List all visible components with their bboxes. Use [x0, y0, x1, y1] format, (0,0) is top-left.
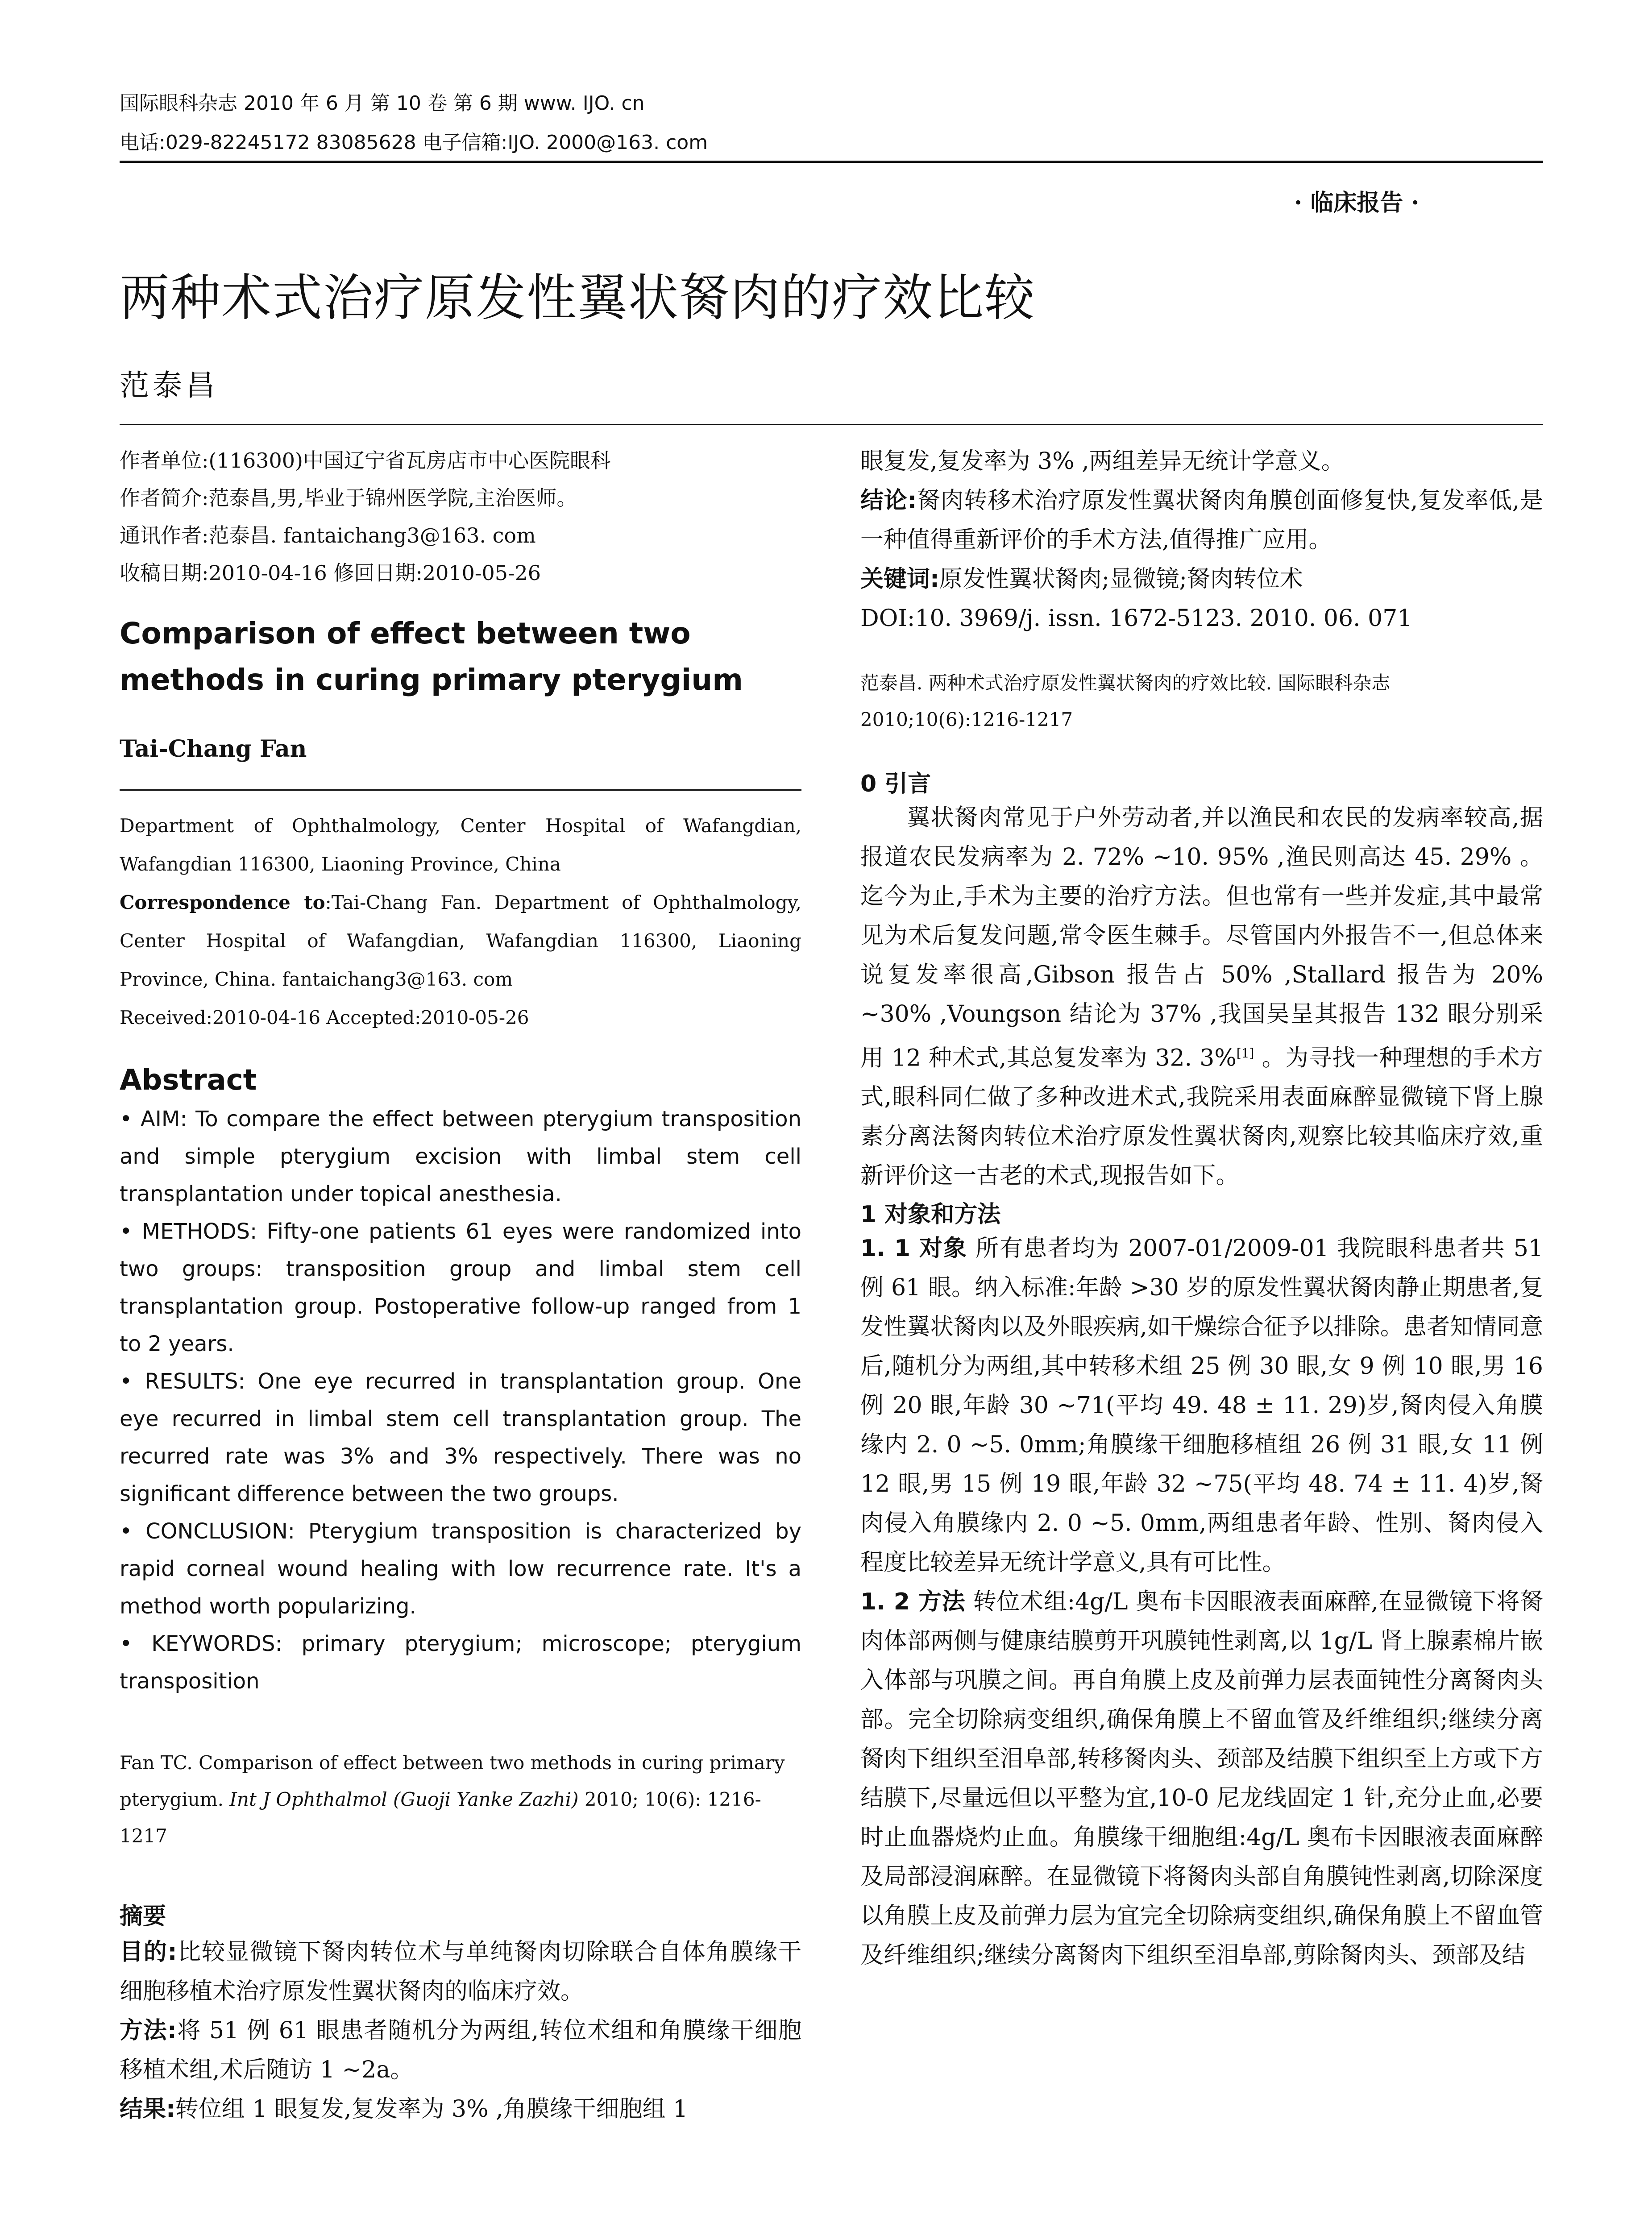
citation-volume: 2010; 10(6): 1216-1217: [120, 1788, 761, 1847]
cn-abstract-conclusion: [860, 481, 1543, 560]
keywords-text: 原发性翼状胬肉;显微镜;胬肉转位术: [939, 566, 1303, 593]
cn-abstract-heading: 摘要: [120, 1903, 166, 1930]
aim-label: 目的:: [120, 1939, 177, 1966]
methods-label: 方法:: [120, 2017, 177, 2044]
author-info: [120, 442, 801, 592]
subsection-1-2-text: 转位术组:4g/L 奥布卡因眼液表面麻醉,在显微镜下将胬肉体部两侧与健康结膜剪开巩膜钝性剥离,以 1g/L 肾上腺素棉片嵌入体部与巩膜之间。再自角膜上皮及前弹力层表面钝性分离胬肉头部。完全切除病变组织,确保角膜上不留血管及纤维组织;继续分离胬肉下组织至泪阜部,转移胬肉头、颈部及结膜下组织至上方或下方结膜下,尽量远但以平整为宜,10-0 尼龙线固定 1 针,充分止血,必要时止血器烧灼止血。角膜缘干细胞组:4g/L 奥布卡因眼液表面麻醉及局部浸润麻醉。在显微镜下将胬肉头部自角膜钝性剥离,切除深度以角膜上皮及前弹力层为宜完全切除病变组织,确保角膜上不留血管及纤维组织;继续分离胬肉下组织至泪阜部,剪除胬肉头、颈部及结: [860, 1588, 1543, 1969]
english-affiliation: Department of Ophthalmology, Center Hospital of Wafangdian, Wafangdian 116300, Liaoning Province, China: [120, 815, 801, 875]
intro-text-continued: 。为寻找一种理想的手术方式,眼科同仁做了多种改进术式,我院采用表面麻醉显微镜下肾上腺素分离法胬肉转位术治疗原发性翼状胬肉,观察比较其临床疗效,重新评价这一古老的术式,现报告如下。: [860, 1045, 1543, 1190]
citation-journal: Int J Ophthalmol (Guoji Yanke Zazhi): [229, 1788, 579, 1810]
english-title: Comparison of effect between two methods in curing primary pterygium: [120, 616, 743, 697]
section-tag: · 临床报告 ·: [1294, 189, 1420, 216]
journal-header-line2: 电话:029-82245172 83085628 电子信箱:IJO. 2000@163. com: [120, 131, 708, 154]
conclusion-text: 胬肉转移术治疗原发性翼状胬肉角膜创面修复快,复发率低,是一种值得重新评价的手术方法,值得推广应用。: [860, 487, 1543, 553]
conclusion-label: 结论:: [860, 487, 917, 514]
author-unit: 作者单位:(116300)中国辽宁省瓦房店市中心医院眼科: [120, 448, 611, 473]
cn-abstract-keywords: [860, 560, 1543, 599]
article-author: 范泰昌: [120, 368, 219, 402]
aim-text: 比较显微镜下胬肉转位术与单纯胬肉切除联合自体角膜缘干细胞移植术治疗原发性翼状胬肉的临床疗效。: [120, 1939, 801, 2005]
intro-reference: [1]: [1236, 1046, 1254, 1061]
corresponding-author: 通讯作者:范泰昌. fantaichang3@163. com: [120, 523, 536, 547]
abstract-body: [120, 1100, 801, 1700]
intro-paragraph: [860, 798, 1543, 1195]
cn-abstract-results: [120, 2090, 801, 2129]
subsection-1-2-label: 1. 2 方法: [860, 1588, 966, 1616]
cn-abstract-continued: [860, 442, 1543, 638]
abstract-results: • RESULTS: One eye recurred in transplantation group. One eye recurred in limbal stem cell transplantation group. The recurred rate was 3% and 3% respectively. There was no significant difference between the two groups.: [120, 1369, 801, 1506]
correspondence-label: Correspondence to: [120, 892, 325, 913]
citation-authors-title: Fan TC. Comparison of effect between two methods in curing primary pterygium.: [120, 1752, 785, 1810]
subsection-1-1-label: 1. 1 对象: [860, 1235, 967, 1262]
results-text-right: 眼复发,复发率为 3% ,两组差异无统计学意义。: [860, 448, 1345, 475]
journal-header-line1: 国际眼科杂志 2010 年 6 月 第 10 卷 第 6 期 www. IJO. cn: [120, 92, 645, 115]
header-rule: [120, 161, 1543, 163]
received-dates: 收稿日期:2010-04-16 修回日期:2010-05-26: [120, 561, 541, 585]
correspondence-text: :Tai-Chang Fan. Department of Ophthalmology, Center Hospital of Wafangdian, Wafangdian 116300, Liaoning Province, China. fantaichang3@163. com: [120, 892, 801, 990]
subsection-1-1: [860, 1229, 1543, 1582]
english-correspondence: [120, 883, 801, 999]
methods-heading: 1 对象和方法: [860, 1201, 1001, 1228]
methods-text: 将 51 例 61 眼患者随机分为两组,转位术组和角膜缘干细胞移植术组,术后随访 1 ~2a。: [120, 2017, 802, 2083]
abstract-aim: • AIM: To compare the effect between pterygium transposition and simple pterygium excision with limbal stem cell transplantation under topical anesthesia.: [120, 1107, 801, 1207]
author-bio: 作者简介:范泰昌,男,毕业于锦州医学院,主治医师。: [120, 486, 577, 510]
article-title: 两种术式治疗原发性翼状胬肉的疗效比较: [120, 269, 1035, 327]
cn-citation: 范泰昌. 两种术式治疗原发性翼状胬肉的疗效比较. 国际眼科杂志 2010;10(6):1216-1217: [860, 672, 1391, 730]
english-author: Tai-Chang Fan: [120, 735, 307, 763]
abstract-methods: • METHODS: Fifty-one patients 61 eyes were randomized into two groups: transposition group and limbal stem cell transplantation group. Postoperative follow-up ranged from 1 to 2 years.: [120, 1219, 801, 1356]
results-label: 结果:: [120, 2096, 175, 2123]
abstract-conclusion: • CONCLUSION: Pterygium transposition is characterized by rapid corneal wound healing with low recurrence rate. It's a method worth popularizing.: [120, 1519, 801, 1619]
english-dates: Received:2010-04-16 Accepted:2010-05-26: [120, 1007, 529, 1028]
abstract-keywords: • KEYWORDS: primary pterygium; microscope; pterygium transposition: [120, 1631, 801, 1694]
right-column: [860, 442, 1543, 1975]
keywords-label: 关键词:: [860, 566, 939, 593]
cn-abstract-body: [120, 1932, 801, 2129]
subsection-1-1-text: 所有患者均为 2007-01/2009-01 我院眼科患者共 51 例 61 眼。纳入标准:年龄 >30 岁的原发性翼状胬肉静止期患者,复发性翼状胬肉以及外眼疾病,如干燥综合征予以排除。患者知情同意后,随机分为两组,其中转移术组 25 例 30 眼,女 9 例 10 眼,男 16 例 20 眼,年龄 30 ~71(平均 49. 48 ± 11. 29)岁,胬肉侵入角膜缘内 2. 0 ~5. 0mm;角膜缘干细胞移植组 26 例 31 眼,女 11 例 12 眼,男 15 例 19 眼,年龄 32 ~75(平均 48. 74 ± 11. 4)岁,胬肉侵入角膜缘内 2. 0 ~5. 0mm,两组患者年龄、性别、胬肉侵入程度比较差异无统计学意义,具有可比性。: [860, 1235, 1543, 1576]
results-text-left: 转位组 1 眼复发,复发率为 3% ,角膜缘干细胞组 1: [175, 2096, 688, 2123]
english-citation: [120, 1745, 801, 1854]
abstract-heading: Abstract: [120, 1064, 257, 1097]
title-rule: [120, 424, 1543, 425]
subsection-1-2: [860, 1582, 1543, 1975]
intro-text: 翼状胬肉常见于户外劳动者,并以渔民和农民的发病率较高,据报道农民发病率为 2. 72% ~10. 95% ,渔民则高达 45. 29% 。迄今为止,手术为主要的治疗方法。但也常有一些并发症,其中最常见为术后复发问题,常令医生棘手。尽管国内外报告不一,但总体来说复发率很高,Gibson 报告占 50% ,Stallard 报告为 20% ~30% ,Voungson 结论为 37% ,我国吴呈其报告 132 眼分别采用 12 种术式,其总复发率为 32. 3%: [860, 804, 1543, 1072]
cn-abstract-methods: [120, 2011, 801, 2090]
en-author-rule: [120, 789, 801, 791]
doi: DOI:10. 3969/j. issn. 1672-5123. 2010. 06. 071: [860, 605, 1412, 632]
cn-abstract-aim: [120, 1932, 801, 2011]
left-column: [120, 442, 801, 2129]
intro-heading: 0 引言: [860, 771, 931, 797]
